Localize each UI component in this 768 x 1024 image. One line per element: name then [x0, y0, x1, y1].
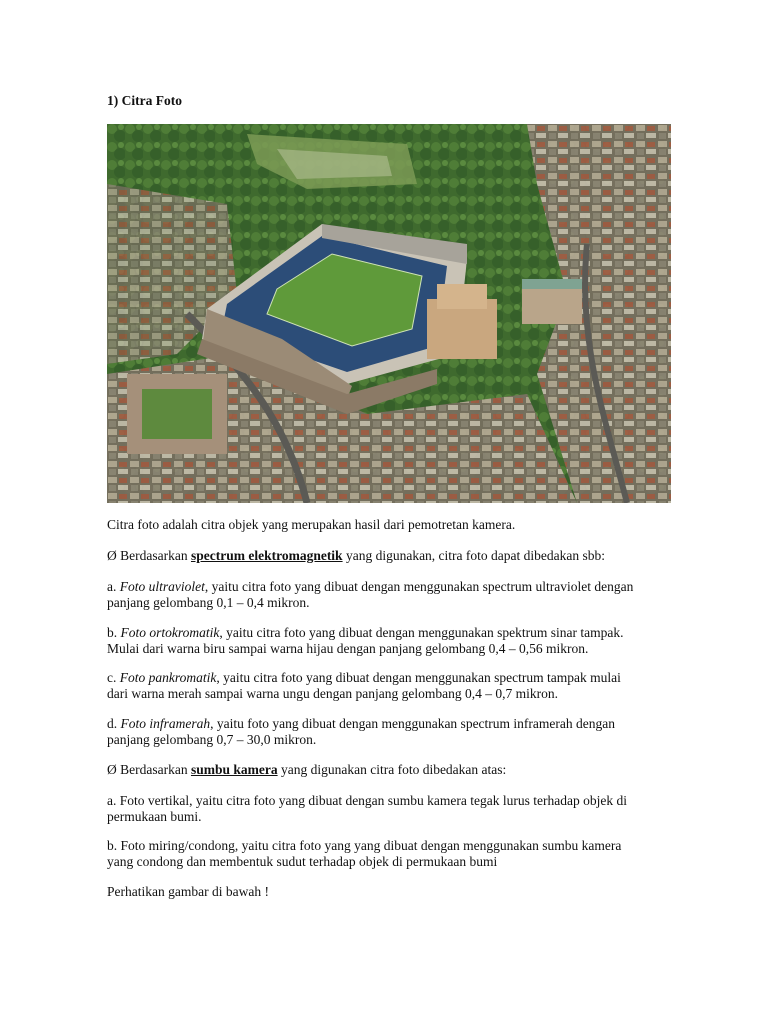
text-post: yang digunakan, citra foto dapat dibedakan sbb:: [342, 548, 605, 563]
item-term: Foto ultraviolet: [119, 579, 205, 594]
underlined-key-term: sumbu kamera: [190, 762, 278, 777]
item-text-line2: dari warna merah sampai warna ungu dengan panjang gelombang 0,4 – 0,7 mikron.: [107, 686, 558, 701]
item-text-line2: panjang gelombang 0,7 – 30,0 mikron.: [107, 732, 317, 747]
spectrum-item-d: [107, 716, 707, 748]
item-prefix: b.: [107, 625, 121, 640]
item-text: , yaitu citra foto yang dibuat dengan menggunakan spektrum sinar tampak.: [219, 625, 624, 640]
section-heading: 1) Citra Foto: [107, 93, 182, 108]
item-text-line2: yang condong dan membentuk sudut terhadap objek di permukaan bumi: [107, 854, 498, 869]
item-text-line2: permukaan bumi.: [107, 809, 202, 824]
aerial-stadium-photo: [107, 124, 671, 503]
item-text: , yaitu foto yang dibuat dengan menggunakan spectrum inframerah dengan: [210, 716, 615, 731]
photo-illustration: [107, 124, 671, 503]
spectrum-section-line: [107, 548, 707, 564]
item-text: , yaitu citra foto yang dibuat dengan menggunakan spectrum ultraviolet dengan: [204, 579, 634, 594]
bullet-symbol: Ø: [107, 548, 117, 563]
item-term: Foto pankromatik: [119, 670, 217, 685]
intro-paragraph: Citra foto adalah citra objek yang merupakan hasil dari pemotretan kamera.: [107, 517, 516, 532]
item-text: b. Foto miring/condong, yaitu citra foto yang yang dibuat dengan menggunakan sumbu kamera: [107, 838, 622, 853]
spectrum-item-c: [107, 670, 707, 702]
text-post: yang digunakan citra foto dibedakan atas:: [277, 762, 507, 777]
item-prefix: a.: [107, 579, 120, 594]
camera-section-line: [107, 762, 707, 778]
spectrum-item-b: [107, 625, 707, 657]
item-text-line2: panjang gelombang 0,1 – 0,4 mikron.: [107, 595, 310, 610]
camera-item-a: [107, 793, 707, 825]
item-text: a. Foto vertikal, yaitu citra foto yang dibuat dengan sumbu kamera tegak lurus terhadap objek di: [107, 793, 627, 808]
bullet-symbol: Ø: [107, 762, 117, 777]
text-pre: Berdasarkan: [116, 762, 191, 777]
item-prefix: c.: [107, 670, 120, 685]
spectrum-item-a: [107, 579, 707, 611]
item-text-line2: Mulai dari warna biru sampai warna hijau dengan panjang gelombang 0,4 – 0,56 mikron.: [107, 641, 589, 656]
item-prefix: d.: [107, 716, 121, 731]
closing-paragraph: Perhatikan gambar di bawah !: [107, 884, 269, 899]
text-pre: Berdasarkan: [116, 548, 191, 563]
item-term: Foto inframerah: [120, 716, 211, 731]
item-text: , yaitu citra foto yang dibuat dengan menggunakan spectrum tampak mulai: [216, 670, 621, 685]
item-term: Foto ortokromatik: [120, 625, 220, 640]
camera-item-b: [107, 838, 707, 870]
underlined-key-term: spectrum elektromagnetik: [190, 548, 343, 563]
